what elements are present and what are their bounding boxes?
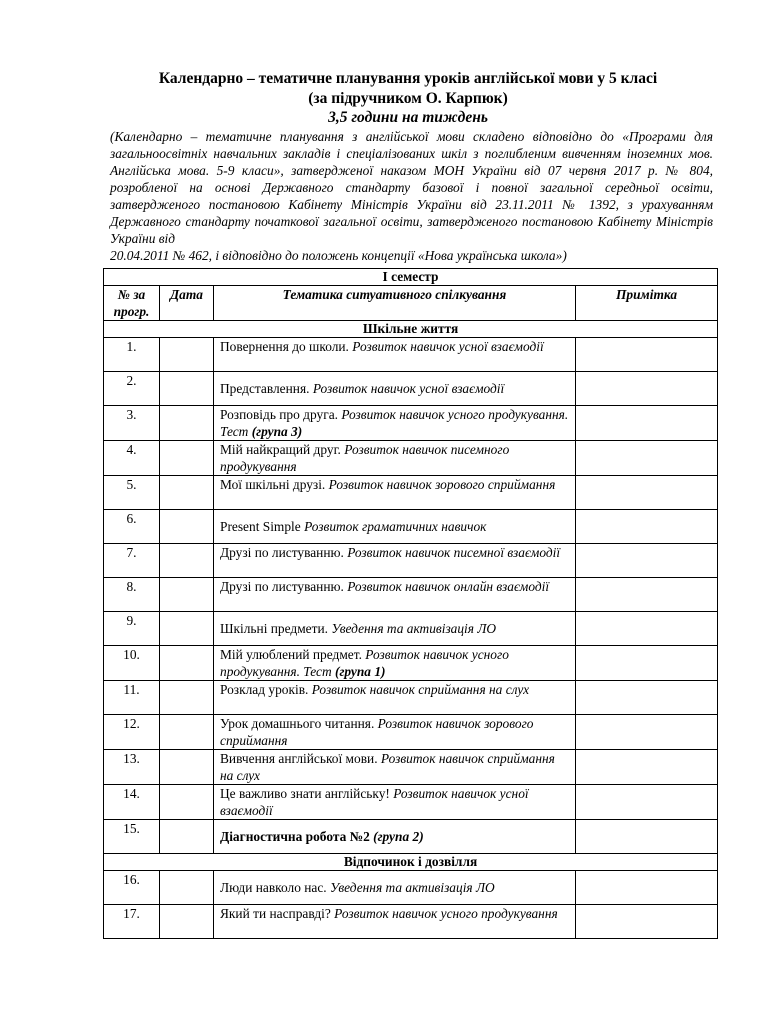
row-test-group: (група 1) xyxy=(334,664,386,679)
row-topic-cell xyxy=(214,871,576,905)
row-number: 1. xyxy=(104,338,160,372)
row-topic-cell xyxy=(214,372,576,406)
row-topic: Вивчення англійської мови. xyxy=(220,751,381,766)
row-note-cell xyxy=(576,338,718,372)
row-skill: Розвиток навичок зорового сприймання xyxy=(220,716,534,748)
row-topic: Друзі по листуванню. xyxy=(220,545,348,560)
row-note-cell xyxy=(576,476,718,510)
row-date-cell xyxy=(160,476,214,510)
table-row xyxy=(104,750,718,785)
row-topic-cell xyxy=(214,476,576,510)
row-topic-cell xyxy=(214,905,576,939)
row-number: 17. xyxy=(104,905,160,939)
row-topic: Повернення до школи. xyxy=(220,339,353,354)
row-number: 3. xyxy=(104,406,160,441)
row-note-cell xyxy=(576,905,718,939)
row-number: 15. xyxy=(104,820,160,854)
row-date-cell xyxy=(160,646,214,681)
table-header-row xyxy=(104,286,718,321)
row-number: 2. xyxy=(104,372,160,406)
table-row xyxy=(104,544,718,578)
row-skill: Розвиток навичок усної взаємодії xyxy=(312,381,505,396)
row-topic-cell xyxy=(214,646,576,681)
row-topic: Це важливо знати англійську! xyxy=(220,786,394,801)
row-date-cell xyxy=(160,612,214,646)
row-number: 5. xyxy=(104,476,160,510)
row-skill: Розвиток навичок писемної взаємодії xyxy=(347,545,561,560)
table-row xyxy=(104,612,718,646)
row-date-cell xyxy=(160,871,214,905)
intro-text-end: 20.04.2011 № 462, і відповідно до положень концепції «Нова українська школа») xyxy=(110,248,567,263)
table-row xyxy=(104,871,718,905)
row-skill: Розвиток навичок усного продукування xyxy=(334,906,558,921)
row-topic-cell xyxy=(214,785,576,820)
row-skill: Розвиток навичок зорового сприймання xyxy=(328,477,556,492)
row-note-cell xyxy=(576,372,718,406)
hours-per-week: 3,5 години на тиждень xyxy=(328,109,488,126)
row-date-cell xyxy=(160,750,214,785)
col-header-note: Примітка xyxy=(576,286,718,321)
document-subtitle: (за підручником О. Карпюк) xyxy=(308,90,508,107)
row-note-cell xyxy=(576,715,718,750)
row-topic: Розклад уроків. xyxy=(220,682,312,697)
row-date-cell xyxy=(160,820,214,854)
row-date-cell xyxy=(160,785,214,820)
row-skill: Розвиток навичок сприймання на слух xyxy=(220,751,555,783)
row-topic: Мої шкільні друзі. xyxy=(220,477,329,492)
row-topic: Який ти насправді? xyxy=(220,906,335,921)
row-skill: Розвиток граматичних навичок xyxy=(304,519,487,534)
row-topic: Мій найкращий друг. xyxy=(220,442,345,457)
row-number: 10. xyxy=(104,646,160,681)
table-row xyxy=(104,646,718,681)
table-row xyxy=(104,578,718,612)
row-topic: Представлення. xyxy=(220,381,313,396)
row-note-cell xyxy=(576,785,718,820)
row-note-cell xyxy=(576,750,718,785)
row-date-cell xyxy=(160,905,214,939)
row-date-cell xyxy=(160,578,214,612)
row-note-cell xyxy=(576,820,718,854)
row-topic: Люди навколо нас. xyxy=(220,880,330,895)
row-date-cell xyxy=(160,715,214,750)
row-topic: Урок домашнього читання. xyxy=(220,716,378,731)
row-note-cell xyxy=(576,510,718,544)
row-topic: Діагностична робота №2 xyxy=(220,829,374,844)
col-header-date: Дата xyxy=(160,286,214,321)
row-topic-cell xyxy=(214,578,576,612)
row-topic-cell xyxy=(214,820,576,854)
table-row xyxy=(104,820,718,854)
row-note-cell xyxy=(576,544,718,578)
row-skill: Уведення та активізація ЛО xyxy=(331,621,497,636)
row-number: 16. xyxy=(104,871,160,905)
row-date-cell xyxy=(160,338,214,372)
row-test-group: (група 2) xyxy=(373,829,424,844)
row-number: 6. xyxy=(104,510,160,544)
row-note-cell xyxy=(576,578,718,612)
row-topic-cell xyxy=(214,406,576,441)
table-row xyxy=(104,715,718,750)
table-row xyxy=(104,476,718,510)
row-number: 4. xyxy=(104,441,160,476)
section-leisure: Відпочинок і дозвілля xyxy=(104,854,718,871)
row-skill: Розвиток навичок усного продукування. Тест xyxy=(220,407,569,439)
row-topic-cell xyxy=(214,681,576,715)
row-topic: Шкільні предмети. xyxy=(220,621,332,636)
row-skill: Розвиток навичок усної взаємодії xyxy=(352,339,544,354)
row-number: 12. xyxy=(104,715,160,750)
col-header-topic: Тематика ситуативного спілкування xyxy=(214,286,576,321)
semester-header: І семестр xyxy=(104,269,718,286)
row-date-cell xyxy=(160,544,214,578)
intro-paragraph xyxy=(110,128,713,264)
intro-text: (Календарно – тематичне планування з англійської мови складено відповідно до «Програми для загальноосвітніх навчальних закладів і спеціалізованих шкіл з поглибленим вивченням іноземних мов. Англійська мова. 5-9 класи», затвердженої наказом МОН України від 07 червня 2017 р. № 804, розробленої на основі Державного стандарту базової і повної загальної середньої освіти, затвердженого постановою Кабінету Міністрів України від 23.11.2011 № 1392, з урахуванням Державного стандарту початкової загальної освіти, затвердженого постановою Кабінету Міністрів України від xyxy=(110,129,713,246)
row-skill: Розвиток навичок усної взаємодії xyxy=(220,786,529,818)
row-note-cell xyxy=(576,681,718,715)
row-skill: Розвиток навичок онлайн взаємодії xyxy=(347,579,550,594)
table-row xyxy=(104,785,718,820)
col-header-number: № за прогр. xyxy=(104,286,160,321)
document-title: Календарно – тематичне планування уроків англійської мови у 5 класі xyxy=(158,70,658,87)
row-note-cell xyxy=(576,871,718,905)
section2-rows xyxy=(104,871,718,939)
row-note-cell xyxy=(576,441,718,476)
table-row xyxy=(104,406,718,441)
row-note-cell xyxy=(576,612,718,646)
table-row xyxy=(104,372,718,406)
row-date-cell xyxy=(160,681,214,715)
row-topic: Present Simple xyxy=(220,519,305,534)
row-number: 13. xyxy=(104,750,160,785)
row-topic-cell xyxy=(214,750,576,785)
row-number: 9. xyxy=(104,612,160,646)
row-number: 8. xyxy=(104,578,160,612)
row-skill: Розвиток навичок писемного продукування xyxy=(220,442,510,474)
row-skill: Уведення та активізація ЛО xyxy=(329,880,495,895)
row-topic-cell xyxy=(214,510,576,544)
row-topic-cell xyxy=(214,338,576,372)
table-row xyxy=(104,681,718,715)
row-number: 11. xyxy=(104,681,160,715)
row-note-cell xyxy=(576,646,718,681)
row-topic-cell xyxy=(214,544,576,578)
row-skill: Розвиток навичок усного продукування. Тест xyxy=(220,647,509,679)
row-date-cell xyxy=(160,372,214,406)
table-row xyxy=(104,905,718,939)
row-note-cell xyxy=(576,406,718,441)
section-school-life: Шкільне життя xyxy=(104,321,718,338)
table-row xyxy=(104,441,718,476)
plan-table xyxy=(103,268,718,939)
row-date-cell xyxy=(160,510,214,544)
section1-rows xyxy=(104,338,718,854)
row-topic: Мій улюблений предмет. xyxy=(220,647,366,662)
row-topic: Розповідь про друга. xyxy=(220,407,342,422)
row-date-cell xyxy=(160,406,214,441)
row-topic: Друзі по листуванню. xyxy=(220,579,348,594)
row-topic-cell xyxy=(214,441,576,476)
row-test-group: (група 3) xyxy=(251,424,303,439)
row-topic-cell xyxy=(214,612,576,646)
row-date-cell xyxy=(160,441,214,476)
table-row xyxy=(104,338,718,372)
row-number: 14. xyxy=(104,785,160,820)
table-row xyxy=(104,510,718,544)
row-number: 7. xyxy=(104,544,160,578)
row-skill: Розвиток навичок сприймання на слух xyxy=(311,682,530,697)
row-topic-cell xyxy=(214,715,576,750)
